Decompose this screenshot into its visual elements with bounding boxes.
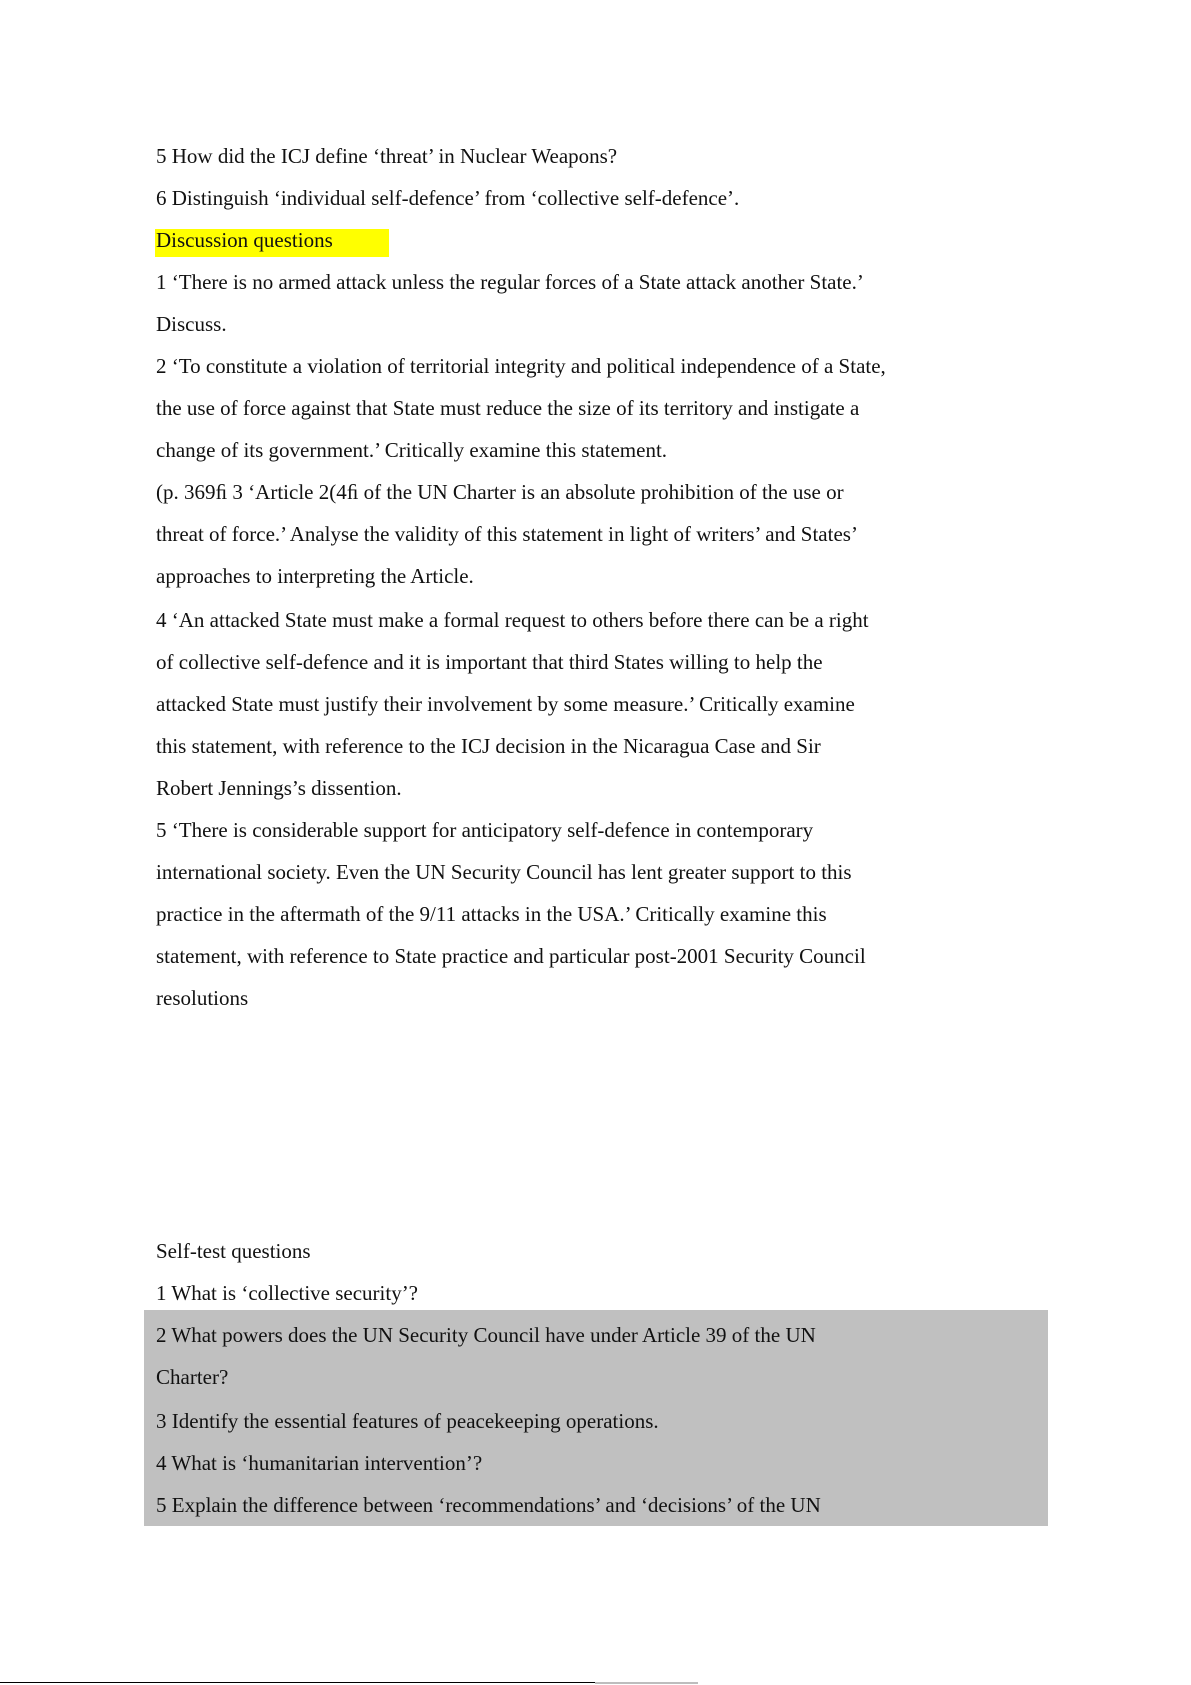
discussion-line: 5 ‘There is considerable support for anticipatory self-defence in contemporary: [156, 818, 814, 842]
discussion-line: statement, with reference to State practice and particular post-2001 Security Council: [156, 944, 866, 968]
discussion-line: resolutions: [156, 986, 249, 1010]
discussion-line: threat of force.’ Analyse the validity of this statement in light of writers’ and States’: [156, 522, 858, 546]
discussion-line: 1 ‘There is no armed attack unless the regular forces of a State attack another State.’: [156, 270, 864, 294]
footer-rule: [0, 1682, 595, 1683]
discussion-line: this statement, with reference to the ICJ decision in the Nicaragua Case and Sir: [156, 734, 821, 758]
discussion-line: approaches to interpreting the Article.: [156, 564, 474, 588]
self-test-line: 4 What is ‘humanitarian intervention’?: [156, 1451, 483, 1475]
discussion-line: change of its government.’ Critically examine this statement.: [156, 438, 668, 462]
discussion-heading: Discussion questions: [156, 228, 333, 252]
top-question-6: 6 Distinguish ‘individual self-defence’ from ‘collective self-defence’.: [156, 186, 740, 210]
discussion-line: attacked State must justify their involvement by some measure.’ Critically examine: [156, 692, 855, 716]
self-test-line: Charter?: [156, 1365, 229, 1389]
footer-rule-faint: [595, 1682, 698, 1684]
discussion-line: of collective self-defence and it is important that third States willing to help the: [156, 650, 823, 674]
discussion-line: Robert Jennings’s dissention.: [156, 776, 402, 800]
discussion-line: practice in the aftermath of the 9/11 attacks in the USA.’ Critically examine this: [156, 902, 827, 926]
discussion-line: (p. 369ﬁ 3 ‘Article 2(4ﬁ of the UN Charter is an absolute prohibition of the use or: [156, 480, 844, 504]
top-question-5: 5 How did the ICJ define ‘threat’ in Nuclear Weapons?: [156, 144, 618, 168]
self-test-line: 2 What powers does the UN Security Council have under Article 39 of the UN: [156, 1323, 816, 1347]
discussion-line: 4 ‘An attacked State must make a formal request to others before there can be a right: [156, 608, 869, 632]
discussion-line: the use of force against that State must reduce the size of its territory and instigate a: [156, 396, 860, 420]
self-test-line: 1 What is ‘collective security’?: [156, 1281, 419, 1305]
discussion-line: 2 ‘To constitute a violation of territorial integrity and political independence of a State,: [156, 354, 886, 378]
self-test-heading: Self-test questions: [156, 1239, 311, 1263]
discussion-line: international society. Even the UN Security Council has lent greater support to this: [156, 860, 852, 884]
self-test-line: 5 Explain the difference between ‘recommendations’ and ‘decisions’ of the UN: [156, 1493, 821, 1517]
self-test-line: 3 Identify the essential features of peacekeeping operations.: [156, 1409, 659, 1433]
discussion-line: Discuss.: [156, 312, 227, 336]
